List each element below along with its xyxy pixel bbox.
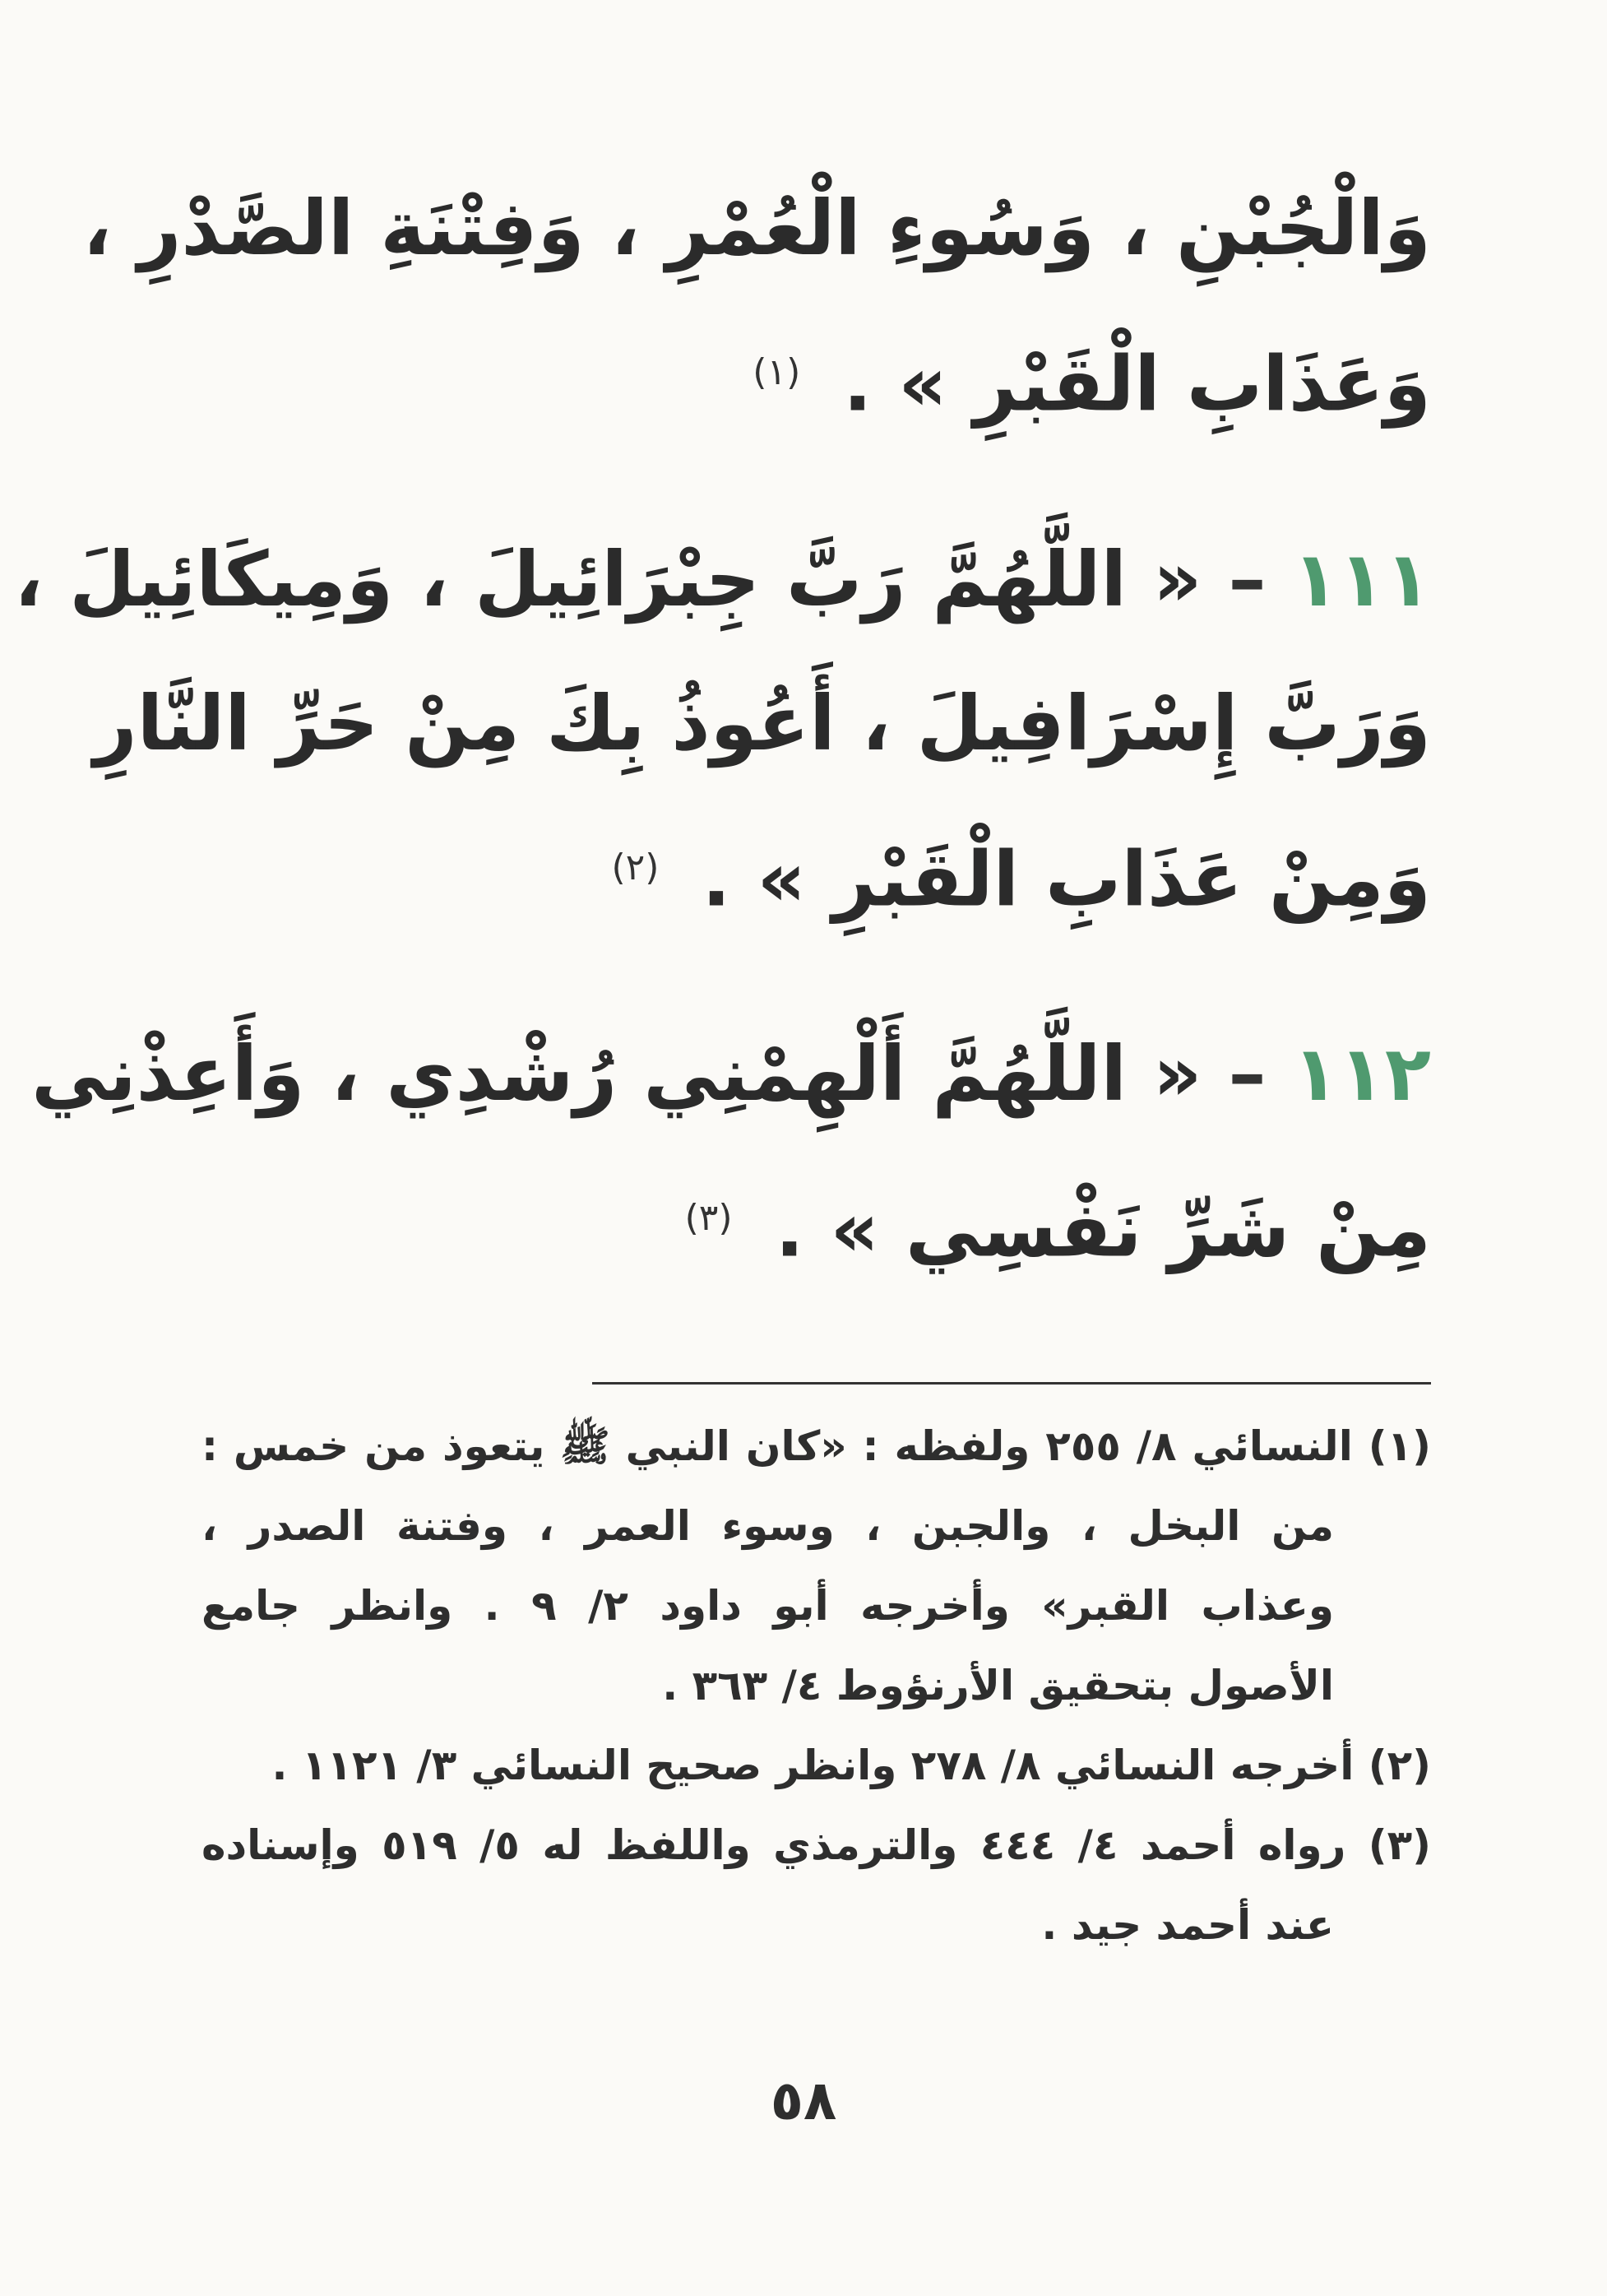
dua-line: وَالْجُبْنِ ، وَسُوءِ الْعُمْرِ ، وَفِتْنَةِ الصَّدْرِ ، (82, 184, 1431, 272)
dua-dash: – (1228, 1030, 1267, 1119)
dua-line (201, 795, 1431, 952)
dua-line (201, 1146, 1431, 1302)
footnote-line: (٢) أخرجه النسائي ٨/ ٢٧٨ وانظر صحيح النسائي ٣/ ١١٢١ . (271, 1742, 1431, 1789)
dua-dash: – (1228, 535, 1267, 624)
footnote-line: عند أحمد جيد . (1041, 1901, 1334, 1949)
main-text (14, 156, 1431, 1302)
footnotes (201, 1407, 1431, 1965)
dua-line-text: « اللَّهُمَّ أَلْهِمْنِي رُشْدِي ، وَأَعِذْنِي (31, 1030, 1202, 1119)
footnote-reference: (١) (753, 351, 801, 393)
dua-111 (14, 508, 1431, 952)
dua-line (31, 1002, 1431, 1146)
footnote-3 (201, 1806, 1431, 1965)
footnote-line: من البخل ، والجبن ، وسوء العمر ، وفتنة الصدر ، (201, 1502, 1334, 1550)
footnote-reference: (٣) (684, 1197, 733, 1240)
dua-continuation (82, 156, 1431, 457)
footnote-1 (201, 1407, 1431, 1726)
footnote-line: (٣) رواه أحمد ٤/ ٤٤٤ والترمذي واللفظ له ٥/ ٥١٩ وإسناده (201, 1821, 1432, 1869)
dua-line-text: مِنْ شَرِّ نَفْسِي » . (775, 1185, 1431, 1274)
dua-112 (31, 1002, 1431, 1302)
dua-line (14, 508, 1431, 652)
footnote-separator (592, 1382, 1431, 1385)
footnote-line: وعذاب القبر» وأخرجه أبو داود ٢/ ٩ . وانظر جامع (201, 1582, 1334, 1630)
dua-number: ١١٢ (1292, 1030, 1431, 1119)
footnote-line: (١) النسائي ٨/ ٢٥٥ ولفظه : «كان النبي ﷺ يتعوذ من خمس : (201, 1422, 1431, 1470)
footnote-line: الأصول بتحقيق الأرنؤوط ٤/ ٣٦٣ . (662, 1662, 1334, 1709)
dua-line: وَرَبَّ إِسْرَافِيلَ ، أَعُوذُ بِكَ مِنْ حَرِّ النَّارِ (93, 679, 1431, 768)
dua-number: ١١١ (1292, 535, 1431, 624)
dua-line-text: « اللَّهُمَّ رَبَّ جِبْرَائِيلَ ، وَمِيكَائِيلَ ، (14, 535, 1202, 624)
page-number: ٥٨ (770, 2069, 837, 2132)
dua-line-text: وَمِنْ عَذَابِ الْقَبْرِ » . (702, 835, 1431, 924)
dua-line-text: وَعَذَابِ الْقَبْرِ » . (843, 340, 1431, 429)
footnote-reference: (٢) (611, 846, 660, 888)
footnote-2 (201, 1726, 1431, 1806)
dua-line (201, 300, 1431, 457)
